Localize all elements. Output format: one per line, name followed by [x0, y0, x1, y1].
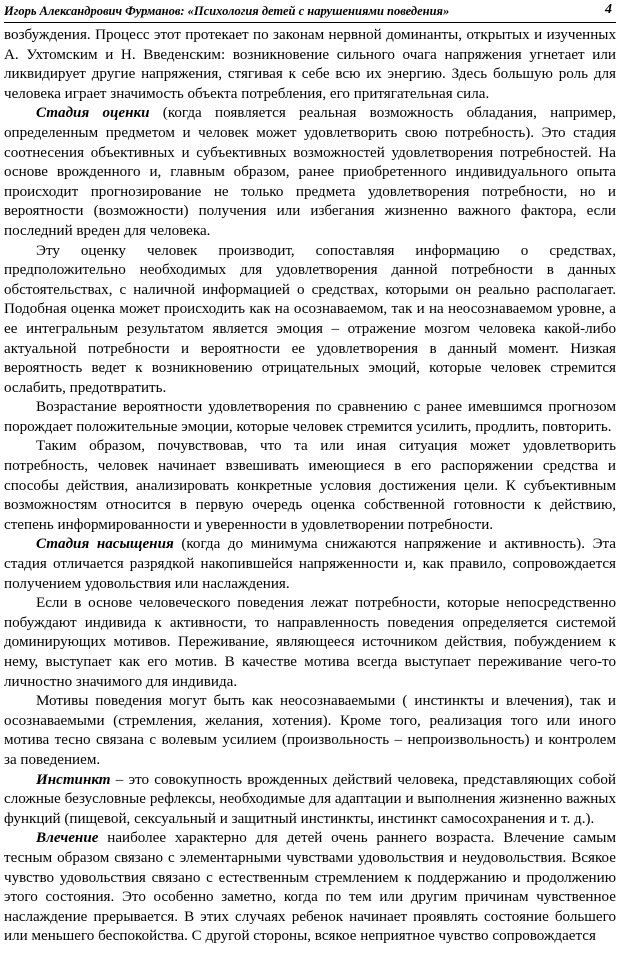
term-instinct: Инстинкт — [36, 771, 111, 788]
paragraph — [4, 692, 616, 770]
paragraph-text: (когда появляется реальная возможность обладания, например, определенным предметом и человек может удовлетворить свою потребность). Это стадия соотнесения объективных и субъективных возможностей удовлетворения потребностей. На основе врожденного и, главным образом, ранее приобретенного индивидуального опыта происходит прогнозирование не только предмета удовлетворения потребности, но и вероятности (возможности) получения или избегания жизненно важного фактора, если последний вреден для человека. — [4, 105, 616, 239]
term-drive: Влечение — [36, 830, 99, 847]
term-stage-saturation: Стадия насыщения — [36, 536, 174, 553]
paragraph-text: – это совокупность врожденных действий человека, представляющих собой сложные безусловные рефлексы, необходимые для адаптации и выполнения жизненно важных функций (пищевой, сексуальный и защитный инстинкты, инстинкт самосохранения и т. д.). — [4, 771, 616, 827]
body-text — [4, 26, 616, 947]
paragraph — [4, 594, 616, 692]
paragraph — [4, 398, 616, 437]
paragraph-text: Эту оценку человек производит, сопоставляя информацию о средствах, предположительно необходимых для удовлетворения данной потребности в данных обстоятельствах, с наличной информацией о средствах, которыми он реально располагает. Подобная оценка может происходить как на осознаваемом, так и на неосознаваемом уровне, а ее интегральным результатом является эмоция – отражение мозгом человека какой-либо актуальной потребности и вероятности ее удовлетворения в данный момент. Низкая вероятность ведет к возникновению отрицательных эмоций, которые человек стремится ослабить, предотвратить. — [4, 242, 616, 396]
paragraph — [4, 242, 616, 399]
paragraph-text: возбуждения. Процесс этот протекает по законам нервной доминанты, открытых и изученных А. Ухтомским и Н. Введенским: возникновение сильного очага напряжения угнетает или ликвидирует другие напряжения, стягивая к себе всю их энергию. Здесь большую роль для человека играет значимость объекта потребления, его притягательная сила. — [4, 27, 616, 102]
paragraph — [4, 26, 616, 104]
paragraph-text: (когда до минимума снижаются напряжение и активность). Эта стадия отличается разрядкой накопившейся напряженности и, как правило, сопровождается получением удовольствия или наслаждения. — [4, 536, 617, 592]
term-stage-evaluation: Стадия оценки — [36, 105, 150, 122]
paragraph-text: Возрастание вероятности удовлетворения по сравнению с ранее имевшимся прогнозом порождает положительные эмоции, которые человек стремится усилить, продлить, повторить. — [4, 399, 616, 435]
header-title: Игорь Александрович Фурманов: «Психология детей с нарушениями поведения» — [4, 4, 450, 18]
page-number: 4 — [605, 2, 612, 17]
paragraph-text: Если в основе человеческого поведения лежат потребности, которые непосредственно побуждают индивида к активности, то направленность поведения определяется системой доминирующих мотивов. Переживание, являющееся источником действия, побуждением к нему, выступает как его мотив. В качестве мотива всегда выступает переживание чего-то личностно значимого для индивида. — [4, 595, 616, 690]
paragraph — [4, 437, 616, 535]
paragraph — [4, 535, 616, 594]
paragraph-text: Мотивы поведения могут быть как неосознаваемыми ( инстинкты и влечения), так и осознаваемыми (стремления, желания, хотения). Кроме того, реализация того или иного мотива тесно связана с волевым усилием (произвольность – непроизвольность) и контролем за поведением. — [4, 693, 616, 768]
paragraph — [4, 771, 616, 830]
paragraph — [4, 104, 616, 241]
running-header — [4, 1, 616, 23]
paragraph-text: наиболее характерно для детей очень раннего возраста. Влечение самым тесным образом связано с элементарными чувствами удовольствия и неудовольствия. Всякое чувство удовольствия связано с естественным стремлением к поддержанию и продолжению этого состояния. Это особенно заметно, когда по тем или другим причинам чувственное наслаждение прерывается. В этих случаях ребенок начинает проявлять состояние большего или меньшего беспокойства. С другой стороны, всякое неприятное чувство сопровождается — [4, 830, 616, 945]
paragraph — [4, 829, 616, 947]
paragraph-text: Таким образом, почувствовав, что та или иная ситуация может удовлетворить потребность, человек начинает взвешивать имеющиеся в его распоряжении средства и способы действия, анализировать конкретные условия достижения цели. К субъективным возможностям относится в первую очередь оценка собственной готовности к действию, степень информированности и уверенности в удовлетворении потребности. — [4, 438, 616, 533]
